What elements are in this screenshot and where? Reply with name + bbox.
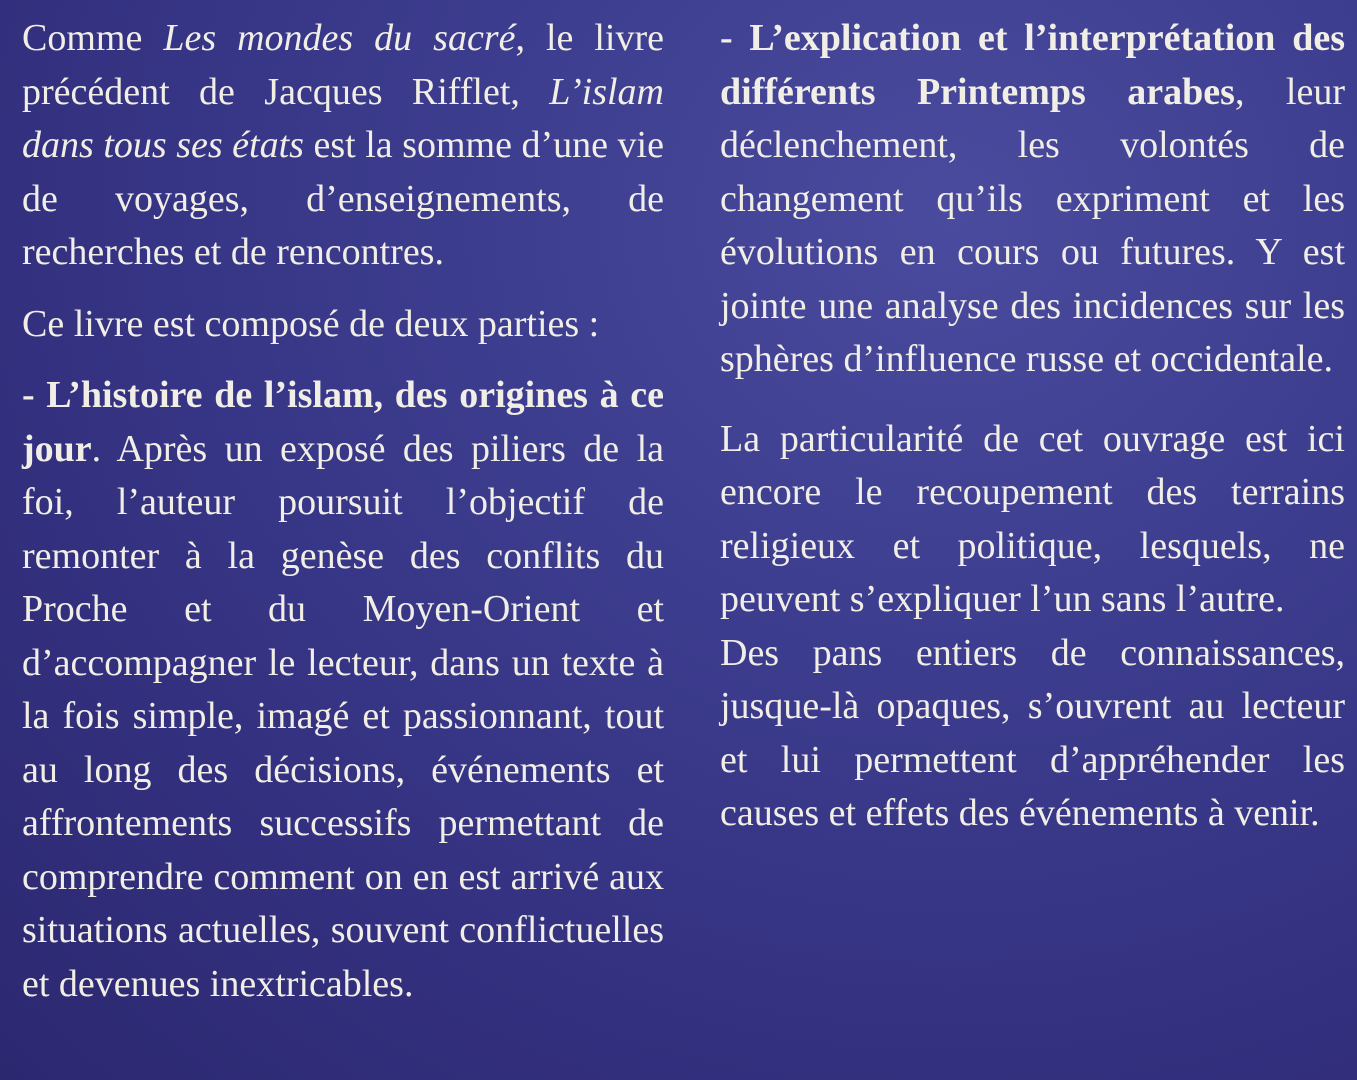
part-one-paragraph [22,369,664,1011]
intro-lead: Comme [22,17,164,59]
closing-paragraph: Des pans entiers de connaissances, jusque-là opaques, s’ouvrent au lecteur et lui permettent d’appréhender les causes et effets des événements à venir. [720,631,1345,834]
part-one-heading: - L’histoire de l’islam, des origines à ce jour [22,374,664,470]
intro-mid: , le livre précédent de Jacques Rifflet, [22,17,664,113]
part-one-body: . Après un exposé des piliers de la foi, l’auteur poursuit l’objectif de remonter à la genèse des conflits du Proche et du Moyen-Orient et d’accompagner le lecteur, dans un texte à la fois simple, imagé et passionnant, tout au long des décisions, événements et affrontements successifs permettant de comprendre comment on en est arrivé aux situations actuelles, souvent conflictuelles et devenues inextricables. [22,427,664,1005]
parts-intro: Ce livre est composé de deux parties : [22,302,600,345]
right-column [720,12,1345,841]
part-two-paragraph [720,12,1345,387]
part-two-body: , leur déclenchement, les volontés de changement qu’ils expriment et les évolutions en cours ou futures. Y est jointe une analyse des incidences sur les sphères d’influence russe et occidentale. [720,70,1345,380]
intro-rest: est la somme d’une vie de voyages, d’enseignements, de recherches et de rencontres. [22,124,664,273]
book-title-current: L’islam dans tous ses états [22,70,664,166]
left-column [22,12,664,1011]
part-two-heading: - L’explication et l’interprétation des différents Printemps arabes [720,17,1345,113]
intro-paragraph [22,12,664,280]
book-title-previous: Les mondes du sacré [163,17,516,59]
particularity-paragraph: La particularité de cet ouvrage est ici encore le recoupement des terrains religieux et politique, lesquels, ne peuvent s’expliquer l’un sans l’autre. [720,417,1345,620]
